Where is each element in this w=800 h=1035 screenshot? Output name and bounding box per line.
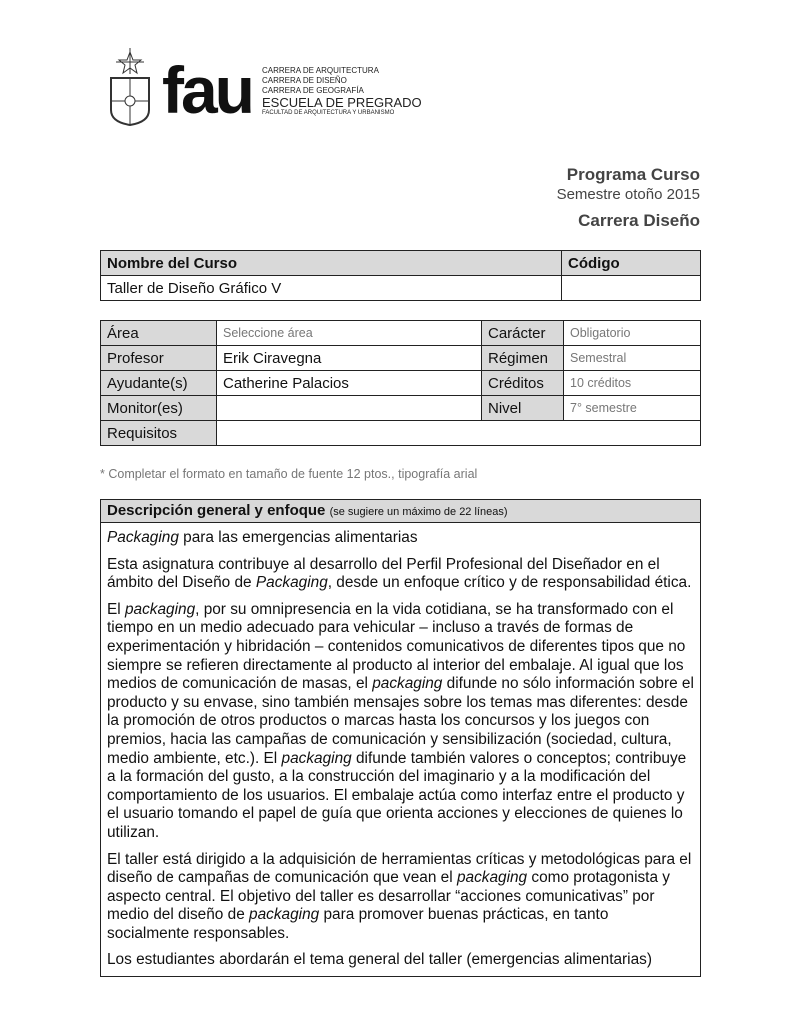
code-label: Código: [562, 251, 701, 276]
page-title: Programa Curso: [566, 165, 700, 184]
description-paragraph: [107, 951, 694, 970]
description-section: [100, 499, 701, 977]
description-paragraph: [107, 851, 694, 944]
ayudante-value: Catherine Palacios: [217, 371, 482, 396]
fau-logo: [108, 48, 422, 126]
nivel-label: Nivel: [482, 396, 564, 421]
text-run: difunde también valores o conceptos; contribuye a la formación del gusto, a la construcción del imaginario y a la modificación del comportamiento de los usuarios. El embalaje actúa como interfaz entre el producto y el usuario tomando el papel de guía que orienta acciones y elecciones de quienes lo utilizan.: [107, 749, 687, 841]
text-run: para promover buenas prácticas, en tanto socialmente responsables.: [107, 906, 609, 942]
creditos-label: Créditos: [482, 371, 564, 396]
description-body: [101, 523, 700, 970]
logo-line: CARRERA DE DISEÑO: [262, 75, 347, 85]
italic-term: packaging: [456, 869, 528, 887]
text-run: , por su omnipresencia en la vida cotidiana, se ha transformado con el tiempo en un medio adecuado para vehicular – incluso a través de formas de experimentación y hibridación – contenidos comunicativos de diferentes tipos que no siempre se refieren directamente al producto al interior del embalaje. Al igual que los medios de comunicación de masas, el: [107, 600, 686, 693]
nivel-value: 7° semestre: [564, 396, 701, 421]
description-paragraph: [107, 601, 694, 843]
area-label: Área: [101, 321, 217, 346]
requisitos-value: [217, 421, 701, 446]
logo-wordmark: fau: [162, 53, 252, 127]
text-run: Esta asignatura contribuye al desarrollo del Perfil Profesional del Diseñador en el ámbito del Diseño de: [107, 555, 660, 592]
text-run: El: [107, 600, 125, 618]
text-run: difunde no sólo información sobre el producto y su envase, sino también mensajes sobre los temas mas diferentes: desde la promoción de otros productos o marcas hasta los concursos y los juegos con premios, hacia las campañas de comunicación y sensibilización (sociedad, cultura, medio ambiente, etc.). El: [107, 675, 694, 767]
logo-school: ESCUELA DE PREGRADO: [262, 94, 422, 110]
italic-term: packaging: [124, 600, 196, 618]
text-run: como protagonista y aspecto central. El objetivo del taller es desarrollar “acciones comunicativas” por medio del diseño de: [107, 869, 670, 924]
career: Carrera Diseño: [578, 211, 700, 230]
profesor-label: Profesor: [101, 346, 217, 371]
logo-line: CARRERA DE ARQUITECTURA: [262, 65, 379, 75]
course-code: [562, 276, 701, 301]
text-run: El taller está dirigido a la adquisición de herramientas críticas y metodológicas para el diseño de campañas de comunicación que vean el: [107, 850, 692, 887]
description-paragraph: [107, 529, 694, 548]
logo-faculty: FACULTAD DE ARQUITECTURA Y URBANISMO: [262, 109, 395, 116]
monitor-value: [217, 396, 482, 421]
semester: Semestre otoño 2015: [556, 186, 700, 203]
description-title: Descripción general y enfoque: [107, 502, 326, 519]
regimen-label: Régimen: [482, 346, 564, 371]
description-hint: (se sugiere un máximo de 22 líneas): [329, 506, 508, 518]
logo-line: CARRERA DE GEOGRAFÍA: [262, 85, 364, 95]
regimen-value: Semestral: [564, 346, 701, 371]
area-select[interactable]: Seleccione área: [217, 321, 482, 346]
text-run: , desde un enfoque crítico y de responsabilidad ética.: [327, 574, 692, 592]
info-table: [100, 320, 701, 446]
creditos-value: 10 créditos: [564, 371, 701, 396]
italic-term: packaging: [372, 675, 443, 693]
description-paragraph: [107, 556, 694, 593]
course-name: Taller de Diseño Gráfico V: [101, 276, 562, 301]
requisitos-label: Requisitos: [101, 421, 217, 446]
italic-term: Packaging: [107, 529, 179, 546]
italic-term: Packaging: [255, 574, 328, 592]
monitor-label: Monitor(es): [101, 396, 217, 421]
format-note: * Completar el formato en tamaño de fuente 12 ptos., tipografía arial: [100, 467, 478, 481]
caracter-value: Obligatorio: [564, 321, 701, 346]
ayudante-label: Ayudante(s): [101, 371, 217, 396]
italic-term: packaging: [281, 749, 352, 767]
italic-term: packaging: [249, 906, 320, 924]
course-table: [100, 250, 701, 301]
course-name-label: Nombre del Curso: [101, 251, 562, 276]
text-run: para las emergencias alimentarias: [178, 529, 418, 546]
caracter-label: Carácter: [482, 321, 564, 346]
university-crest-icon: [108, 48, 152, 126]
text-run: Los estudiantes abordarán el tema general del taller (emergencias alimentarias): [107, 951, 652, 969]
profesor-value: Erik Ciravegna: [217, 346, 482, 371]
